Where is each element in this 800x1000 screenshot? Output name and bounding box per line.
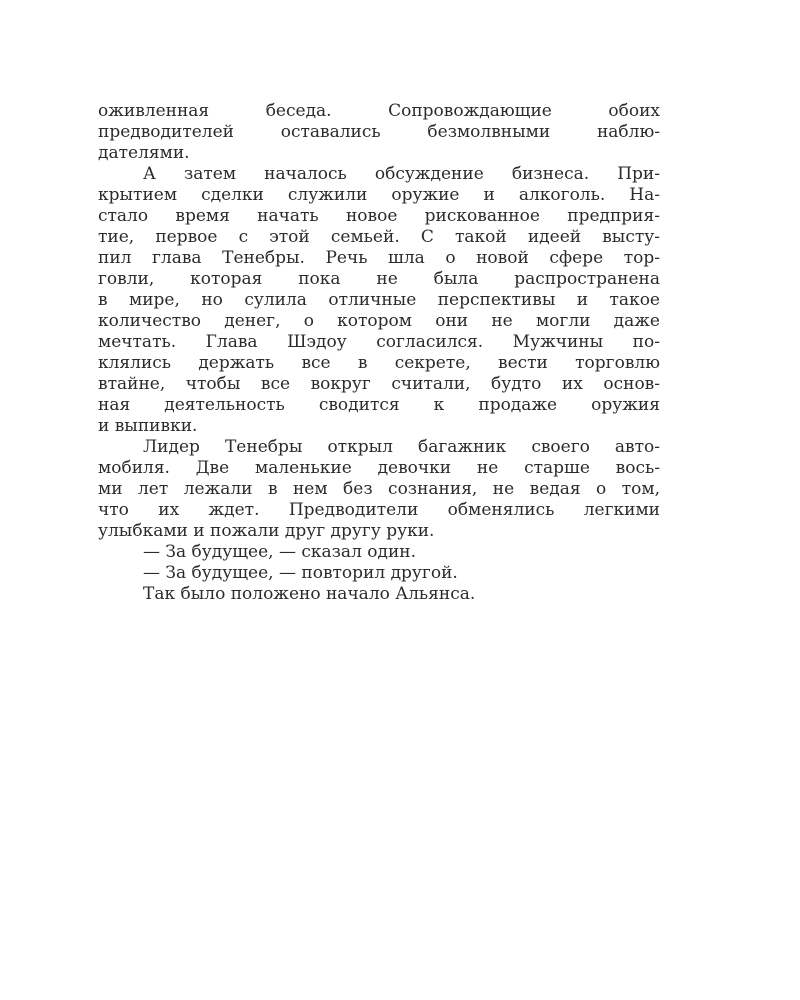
body-text: [98, 101, 660, 605]
text-line: что их ждет. Предводители обменялись легкими: [98, 500, 660, 520]
text-line: ми лет лежали в нем без сознания, не ведая о том,: [98, 479, 660, 499]
text-line: — За будущее, — повторил другой.: [143, 563, 458, 583]
text-line: мечтать. Глава Шэдоу согласился. Мужчины по-: [98, 332, 660, 352]
text-line: ная деятельность сводится к продаже оружия: [98, 395, 660, 415]
text-line: оживленная беседа. Сопровождающие обоих: [98, 101, 660, 121]
text-line: стало время начать новое рискованное предприя-: [98, 206, 660, 226]
text-line: Лидер Тенебры открыл багажник своего авто-: [143, 437, 660, 457]
text-line: крытием сделки служили оружие и алкоголь. На-: [98, 185, 660, 205]
text-line: улыбками и пожали друг другу руки.: [98, 521, 435, 541]
text-line: предводителей оставались безмолвными наблю-: [98, 122, 660, 142]
text-line: втайне, чтобы все вокруг считали, будто их основ-: [98, 374, 660, 394]
text-line: говли, которая пока не была распространена: [98, 269, 660, 289]
text-line: — За будущее, — сказал один.: [143, 542, 417, 562]
text-line: мобиля. Две маленькие девочки не старше вось-: [98, 458, 660, 478]
text-line: Так было положено начало Альянса.: [143, 584, 476, 604]
text-line: А затем началось обсуждение бизнеса. При-: [143, 164, 660, 184]
text-line: и выпивки.: [98, 416, 198, 436]
text-line: количество денег, о котором они не могли даже: [98, 311, 660, 331]
text-line: тие, первое с этой семьей. С такой идеей высту-: [98, 227, 660, 247]
text-line: дателями.: [98, 143, 190, 163]
text-line: клялись держать все в секрете, вести торговлю: [98, 353, 660, 373]
text-line: в мире, но сулила отличные перспективы и такое: [98, 290, 660, 310]
text-line: пил глава Тенебры. Речь шла о новой сфере тор-: [98, 248, 660, 268]
